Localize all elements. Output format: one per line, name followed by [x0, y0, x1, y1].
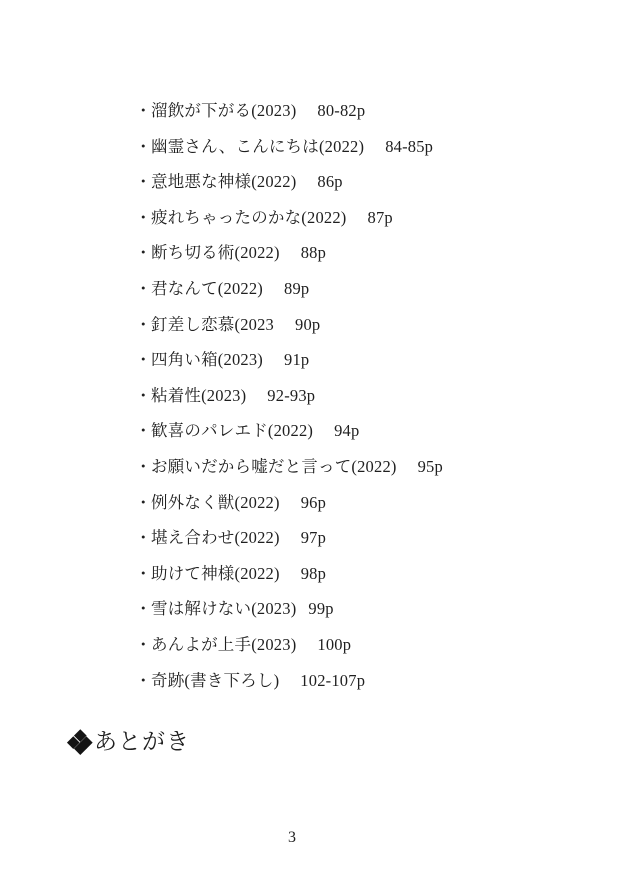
toc-item-pages: 100p [317, 634, 352, 654]
toc-item-bullet: ・ [135, 670, 152, 690]
toc-item-bullet: ・ [135, 599, 152, 619]
toc-item-title: 例外なく獣(2022) [151, 492, 280, 512]
toc-item-title: 雪は解けない(2023) [151, 599, 297, 619]
toc-item-pages: 89p [284, 278, 310, 298]
toc-item-title: 釘差し恋慕(2023 [151, 314, 274, 334]
toc-item-pages: 96p [300, 492, 327, 512]
toc-item-pages: 90p [295, 314, 321, 334]
toc-item-bullet: ・ [135, 243, 152, 263]
toc-item-pages: 87p [367, 207, 393, 227]
toc-item-bullet: ・ [135, 456, 152, 476]
toc-item-bullet: ・ [135, 278, 152, 298]
toc-item-title: 溜飲が下がる(2023) [151, 101, 297, 120]
toc-item [135, 271, 443, 307]
toc-item-title: お願いだから嘘だと言って(2022) [151, 456, 397, 476]
toc-item-bullet: ・ [135, 385, 152, 405]
toc-item [135, 342, 443, 378]
table-of-contents [135, 93, 443, 698]
toc-item-bullet: ・ [135, 634, 152, 654]
toc-item-title: 粘着性(2023) [151, 385, 247, 405]
toc-item-bullet: ・ [135, 207, 152, 227]
toc-item-pages: 97p [300, 528, 327, 548]
toc-item [135, 556, 443, 592]
toc-item [135, 307, 443, 343]
toc-item [135, 93, 443, 129]
toc-item-pages: 92-93p [267, 385, 316, 405]
toc-item [135, 520, 443, 556]
toc-item [135, 129, 443, 165]
toc-item-title: あんよが上手(2023) [151, 634, 297, 654]
afterword-heading [69, 729, 190, 755]
toc-item-title: 助けて神様(2022) [151, 563, 280, 583]
toc-item-pages: 99p [308, 599, 334, 619]
toc-item-pages: 94p [334, 421, 360, 441]
toc-item-title: 奇跡(書き下ろし) [151, 670, 280, 690]
diamond-cluster-icon [69, 731, 91, 753]
toc-item-bullet: ・ [135, 492, 152, 512]
toc-item-pages: 86p [317, 172, 343, 192]
toc-item-bullet: ・ [135, 563, 152, 583]
toc-item [135, 378, 443, 414]
toc-item-title: 君なんて(2022) [151, 278, 263, 298]
toc-item-pages: 88p [300, 243, 327, 263]
toc-item-bullet: ・ [135, 101, 152, 120]
toc-item [135, 413, 443, 449]
toc-item-pages: 95p [417, 456, 443, 476]
toc-item [135, 663, 443, 699]
toc-item [135, 627, 443, 663]
toc-item-title: 堪え合わせ(2022) [151, 528, 280, 548]
toc-item-pages: 102-107p [300, 670, 366, 690]
toc-item [135, 200, 443, 236]
toc-item-pages: 84-85p [385, 136, 434, 156]
toc-item-bullet: ・ [135, 136, 152, 156]
toc-item [135, 591, 443, 627]
toc-item-bullet: ・ [135, 528, 152, 548]
toc-item-title: 歓喜のパレエド(2022) [151, 421, 314, 441]
page-number: 3 [288, 829, 296, 846]
afterword-label: あとがき [94, 729, 190, 754]
toc-item-title: 意地悪な神様(2022) [151, 172, 297, 192]
toc-item [135, 485, 443, 521]
toc-item-bullet: ・ [135, 172, 152, 192]
toc-item-title: 四角い箱(2023) [151, 350, 263, 370]
toc-item-pages: 91p [284, 350, 310, 370]
toc-item [135, 449, 443, 485]
toc-item-bullet: ・ [135, 314, 152, 334]
toc-item-title: 幽霊さん、こんにちは(2022) [151, 136, 365, 156]
toc-item-bullet: ・ [135, 350, 152, 370]
toc-item-title: 疲れちゃったのかな(2022) [151, 207, 347, 227]
toc-item-bullet: ・ [135, 421, 152, 441]
toc-item-pages: 98p [300, 563, 327, 583]
toc-item-pages: 80-82p [317, 101, 366, 120]
toc-item [135, 164, 443, 200]
toc-item-title: 断ち切る術(2022) [151, 243, 280, 263]
toc-item [135, 235, 443, 271]
